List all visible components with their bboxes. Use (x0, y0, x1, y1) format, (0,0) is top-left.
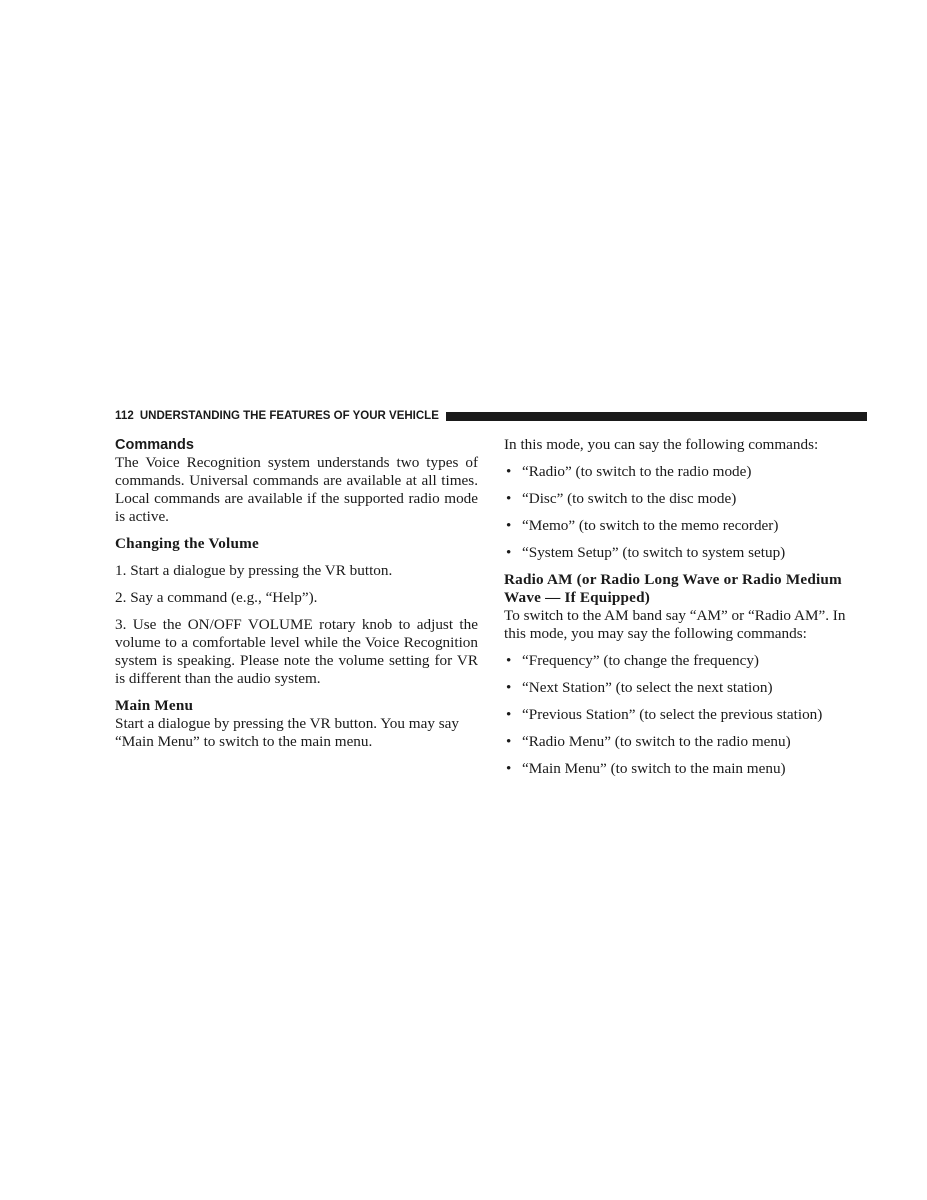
radio-am-heading: Radio AM (or Radio Long Wave or Radio Medium Wave — If Equipped) (504, 571, 842, 606)
bullet-text: “Memo” (to switch to the memo recorder) (522, 517, 779, 534)
bullet-icon: • (506, 706, 512, 723)
changing-volume-heading: Changing the Volume (115, 535, 259, 552)
step-2: 2. Say a command (e.g., “Help”). (115, 589, 318, 606)
bullet-text: “Previous Station” (to select the previous station) (522, 706, 823, 723)
bullet-text: “Disc” (to switch to the disc mode) (522, 490, 737, 507)
bullet-text: “Radio” (to switch to the radio mode) (522, 463, 752, 480)
radio-am-paragraph: To switch to the AM band say “AM” or “Radio AM”. In this mode, you may say the following commands: (504, 607, 846, 642)
main-menu-heading: Main Menu (115, 697, 194, 714)
page-number: 112 (115, 410, 134, 422)
am-command-list (504, 652, 867, 787)
step-3: 3. Use the ON/OFF VOLUME rotary knob to adjust the volume to a comfortable level while the Voice Recognition system is speaking. Please note the volume setting for VR is different than the audio system. (115, 616, 478, 687)
bullet-icon: • (506, 760, 512, 777)
bullet-item (504, 760, 867, 778)
commands-heading: Commands (115, 437, 194, 453)
bullet-item (504, 517, 867, 535)
bullet-item (504, 544, 867, 562)
step-1: 1. Start a dialogue by pressing the VR button. (115, 562, 393, 579)
bullet-item (504, 679, 867, 697)
commands-paragraph: The Voice Recognition system understands two types of commands. Universal commands are available at all times. Local commands are available if the supported radio mode is active. (115, 454, 478, 525)
bullet-text: “System Setup” (to switch to system setup) (522, 544, 786, 561)
right-column (504, 436, 867, 787)
bullet-text: “Next Station” (to select the next station) (522, 679, 773, 696)
bullet-item (504, 490, 867, 508)
bullet-icon: • (506, 679, 512, 696)
bullet-text: “Main Menu” (to switch to the main menu) (522, 760, 786, 777)
mode-intro: In this mode, you can say the following commands: (504, 436, 819, 453)
header-rule (446, 412, 867, 421)
bullet-icon: • (506, 733, 512, 750)
bullet-item (504, 652, 867, 670)
bullet-icon: • (506, 652, 512, 669)
main-menu-paragraph: Start a dialogue by pressing the VR button. You may say “Main Menu” to switch to the main menu. (115, 715, 459, 750)
section-title: UNDERSTANDING THE FEATURES OF YOUR VEHICLE (139, 410, 439, 422)
bullet-item (504, 706, 867, 724)
left-column (115, 436, 478, 751)
bullet-item (504, 463, 867, 481)
bullet-icon: • (506, 490, 512, 507)
bullet-icon: • (506, 463, 512, 480)
bullet-icon: • (506, 544, 512, 561)
mode-command-list (504, 463, 867, 571)
bullet-text: “Frequency” (to change the frequency) (522, 652, 759, 669)
bullet-icon: • (506, 517, 512, 534)
bullet-text: “Radio Menu” (to switch to the radio menu) (522, 733, 791, 750)
page-header (115, 408, 867, 424)
bullet-item (504, 733, 867, 751)
